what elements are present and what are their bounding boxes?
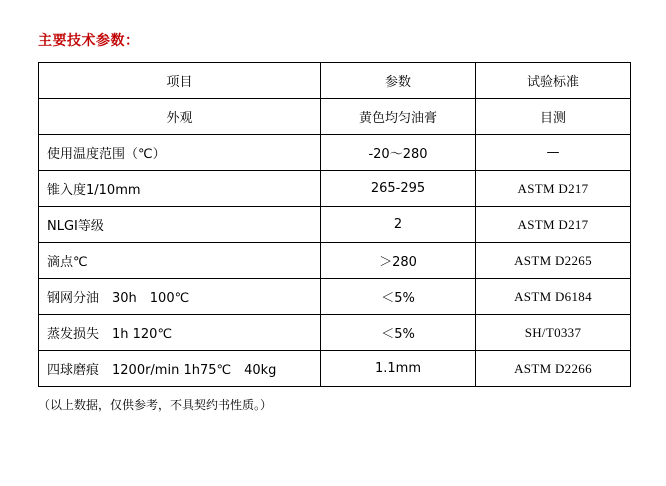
table-row [39, 207, 631, 243]
row-param: -20～280 [321, 135, 476, 171]
row-item: 钢网分油 30h 100℃ [39, 279, 321, 315]
row-param: 1.1mm [321, 351, 476, 387]
row-item: 滴点℃ [39, 243, 321, 279]
row-standard: ASTM D6184 [476, 279, 631, 315]
column-header-item: 项目 [39, 63, 321, 99]
page-title: 主要技术参数： [38, 33, 140, 49]
table-row [39, 279, 631, 315]
row-param: 2 [321, 207, 476, 243]
column-header-param: 参数 [321, 63, 476, 99]
row-item: NLGI等级 [39, 207, 321, 243]
column-header-standard: 试验标准 [476, 63, 631, 99]
table-header-row [39, 63, 631, 99]
row-item: 使用温度范围（℃） [39, 135, 321, 171]
row-standard: — [476, 135, 631, 171]
table-row [39, 315, 631, 351]
row-param: 黄色均匀油膏 [321, 99, 476, 135]
row-item: 外观 [39, 99, 321, 135]
row-standard: SH/T0337 [476, 315, 631, 351]
row-item: 锥入度1/10mm [39, 171, 321, 207]
technical-parameters-table [38, 62, 631, 387]
row-item: 四球磨痕 1200r/min 1h75℃ 40kg [39, 351, 321, 387]
row-standard: 目测 [476, 99, 631, 135]
footnote-text: （以上数据，仅供参考，不具契约书性质。） [38, 398, 273, 412]
row-param: ＜5% [321, 279, 476, 315]
table-row [39, 351, 631, 387]
table-row [39, 99, 631, 135]
row-standard: ASTM D217 [476, 171, 631, 207]
row-param: 265-295 [321, 171, 476, 207]
row-standard: ASTM D2265 [476, 243, 631, 279]
table-row [39, 135, 631, 171]
row-item: 蒸发损失 1h 120℃ [39, 315, 321, 351]
row-standard: ASTM D217 [476, 207, 631, 243]
row-standard: ASTM D2266 [476, 351, 631, 387]
table-row [39, 171, 631, 207]
table-row [39, 243, 631, 279]
row-param: ＞280 [321, 243, 476, 279]
row-param: ＜5% [321, 315, 476, 351]
